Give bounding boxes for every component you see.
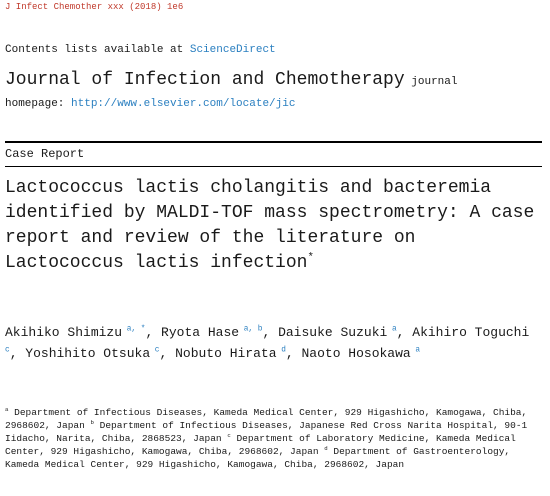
author-name[interactable]: Akihiro Toguchi — [412, 325, 530, 340]
author-name[interactable]: Naoto Hosokawa — [301, 345, 411, 361]
affiliation-text: Department of Infectious Diseases, Japanese Red Cross Narita Hospital, 90-1 Iidacho, Narita, Chiba, 2868523, Japan — [5, 420, 528, 444]
author-affiliation-mark[interactable]: c — [5, 346, 10, 355]
author — [5, 325, 145, 340]
affiliation-mark: c — [227, 431, 231, 439]
author — [175, 346, 286, 361]
author-affiliation-mark[interactable]: a, * — [122, 325, 146, 334]
author-name[interactable]: Daisuke Suzuki — [278, 325, 388, 340]
homepage-link[interactable]: http://www.elsevier.com/locate/jic — [71, 98, 296, 110]
author-affiliation-mark[interactable]: c — [150, 346, 160, 355]
affiliation-text: Department of Laboratory Medicine, Kameda Medical Center, 929 Higashicho, Kamogawa, Chiba, 2968602, Japan — [5, 433, 516, 457]
journal-reference: J Infect Chemother xxx (2018) 1e6 — [5, 2, 184, 12]
journal-title — [5, 70, 457, 90]
journal-homepage — [5, 98, 295, 110]
author-name[interactable]: Akihiko Shimizu — [5, 325, 123, 340]
homepage-label: homepage: — [5, 98, 72, 110]
author-name[interactable]: Yoshihito Otsuka — [25, 345, 151, 361]
contents-availability — [5, 44, 276, 56]
article-title — [5, 176, 545, 276]
author-list: Akihiko Shimizu $^{a, *}$, Ryota Hase $^{a, b}$, Daisuke Suzuki $^a$, Akihiro Toguchi $^c$, Yoshihito Otsuka $^c$, Nobuto Hirata $^d$, Naoto Hosokawa $^a$ — [5, 325, 530, 361]
author — [161, 325, 262, 340]
author-affiliation-mark[interactable]: d — [276, 346, 286, 355]
title-footnote-mark[interactable]: * — [307, 252, 314, 264]
header-divider — [5, 141, 542, 143]
affiliation-text: Department of Infectious Diseases, Kameda Medical Center, 929 Higashicho, Kamogawa, Chiba, 2968602, Japan — [5, 407, 528, 431]
author-name[interactable]: Nobuto Hirata — [175, 345, 277, 361]
journal-name: Journal of Infection and Chemotherapy — [5, 70, 405, 90]
author-affiliation-mark[interactable]: a — [410, 346, 421, 355]
section-divider — [5, 166, 542, 167]
author-affiliation-mark[interactable]: a — [387, 325, 397, 334]
journal-suffix: journal — [404, 76, 458, 88]
author — [278, 325, 397, 340]
section-label: Case Report — [5, 147, 85, 161]
affiliation-text: Department of Gastroenterology, Kameda Medical Center, 929 Higashicho, Kamogawa, Chiba, 2968602, Japan — [5, 446, 511, 470]
article-title-text: Lactococcus lactis cholangitis and bacteremia identified by MALDI-TOF mass spectrometry: A case report and review of the literature on Lactococcus lactis infection — [5, 178, 535, 273]
affiliation-mark: d — [324, 444, 328, 452]
author-affiliation-mark[interactable]: a, b — [239, 325, 263, 334]
author — [25, 346, 159, 361]
affiliation-mark: a — [5, 405, 9, 413]
affiliation-mark: b — [90, 418, 94, 426]
contents-prefix: Contents lists available at — [5, 44, 190, 56]
sciencedirect-link[interactable]: ScienceDirect — [189, 44, 276, 56]
affiliation-list — [5, 406, 545, 471]
author — [301, 346, 420, 361]
author-name[interactable]: Ryota Hase — [161, 325, 240, 340]
